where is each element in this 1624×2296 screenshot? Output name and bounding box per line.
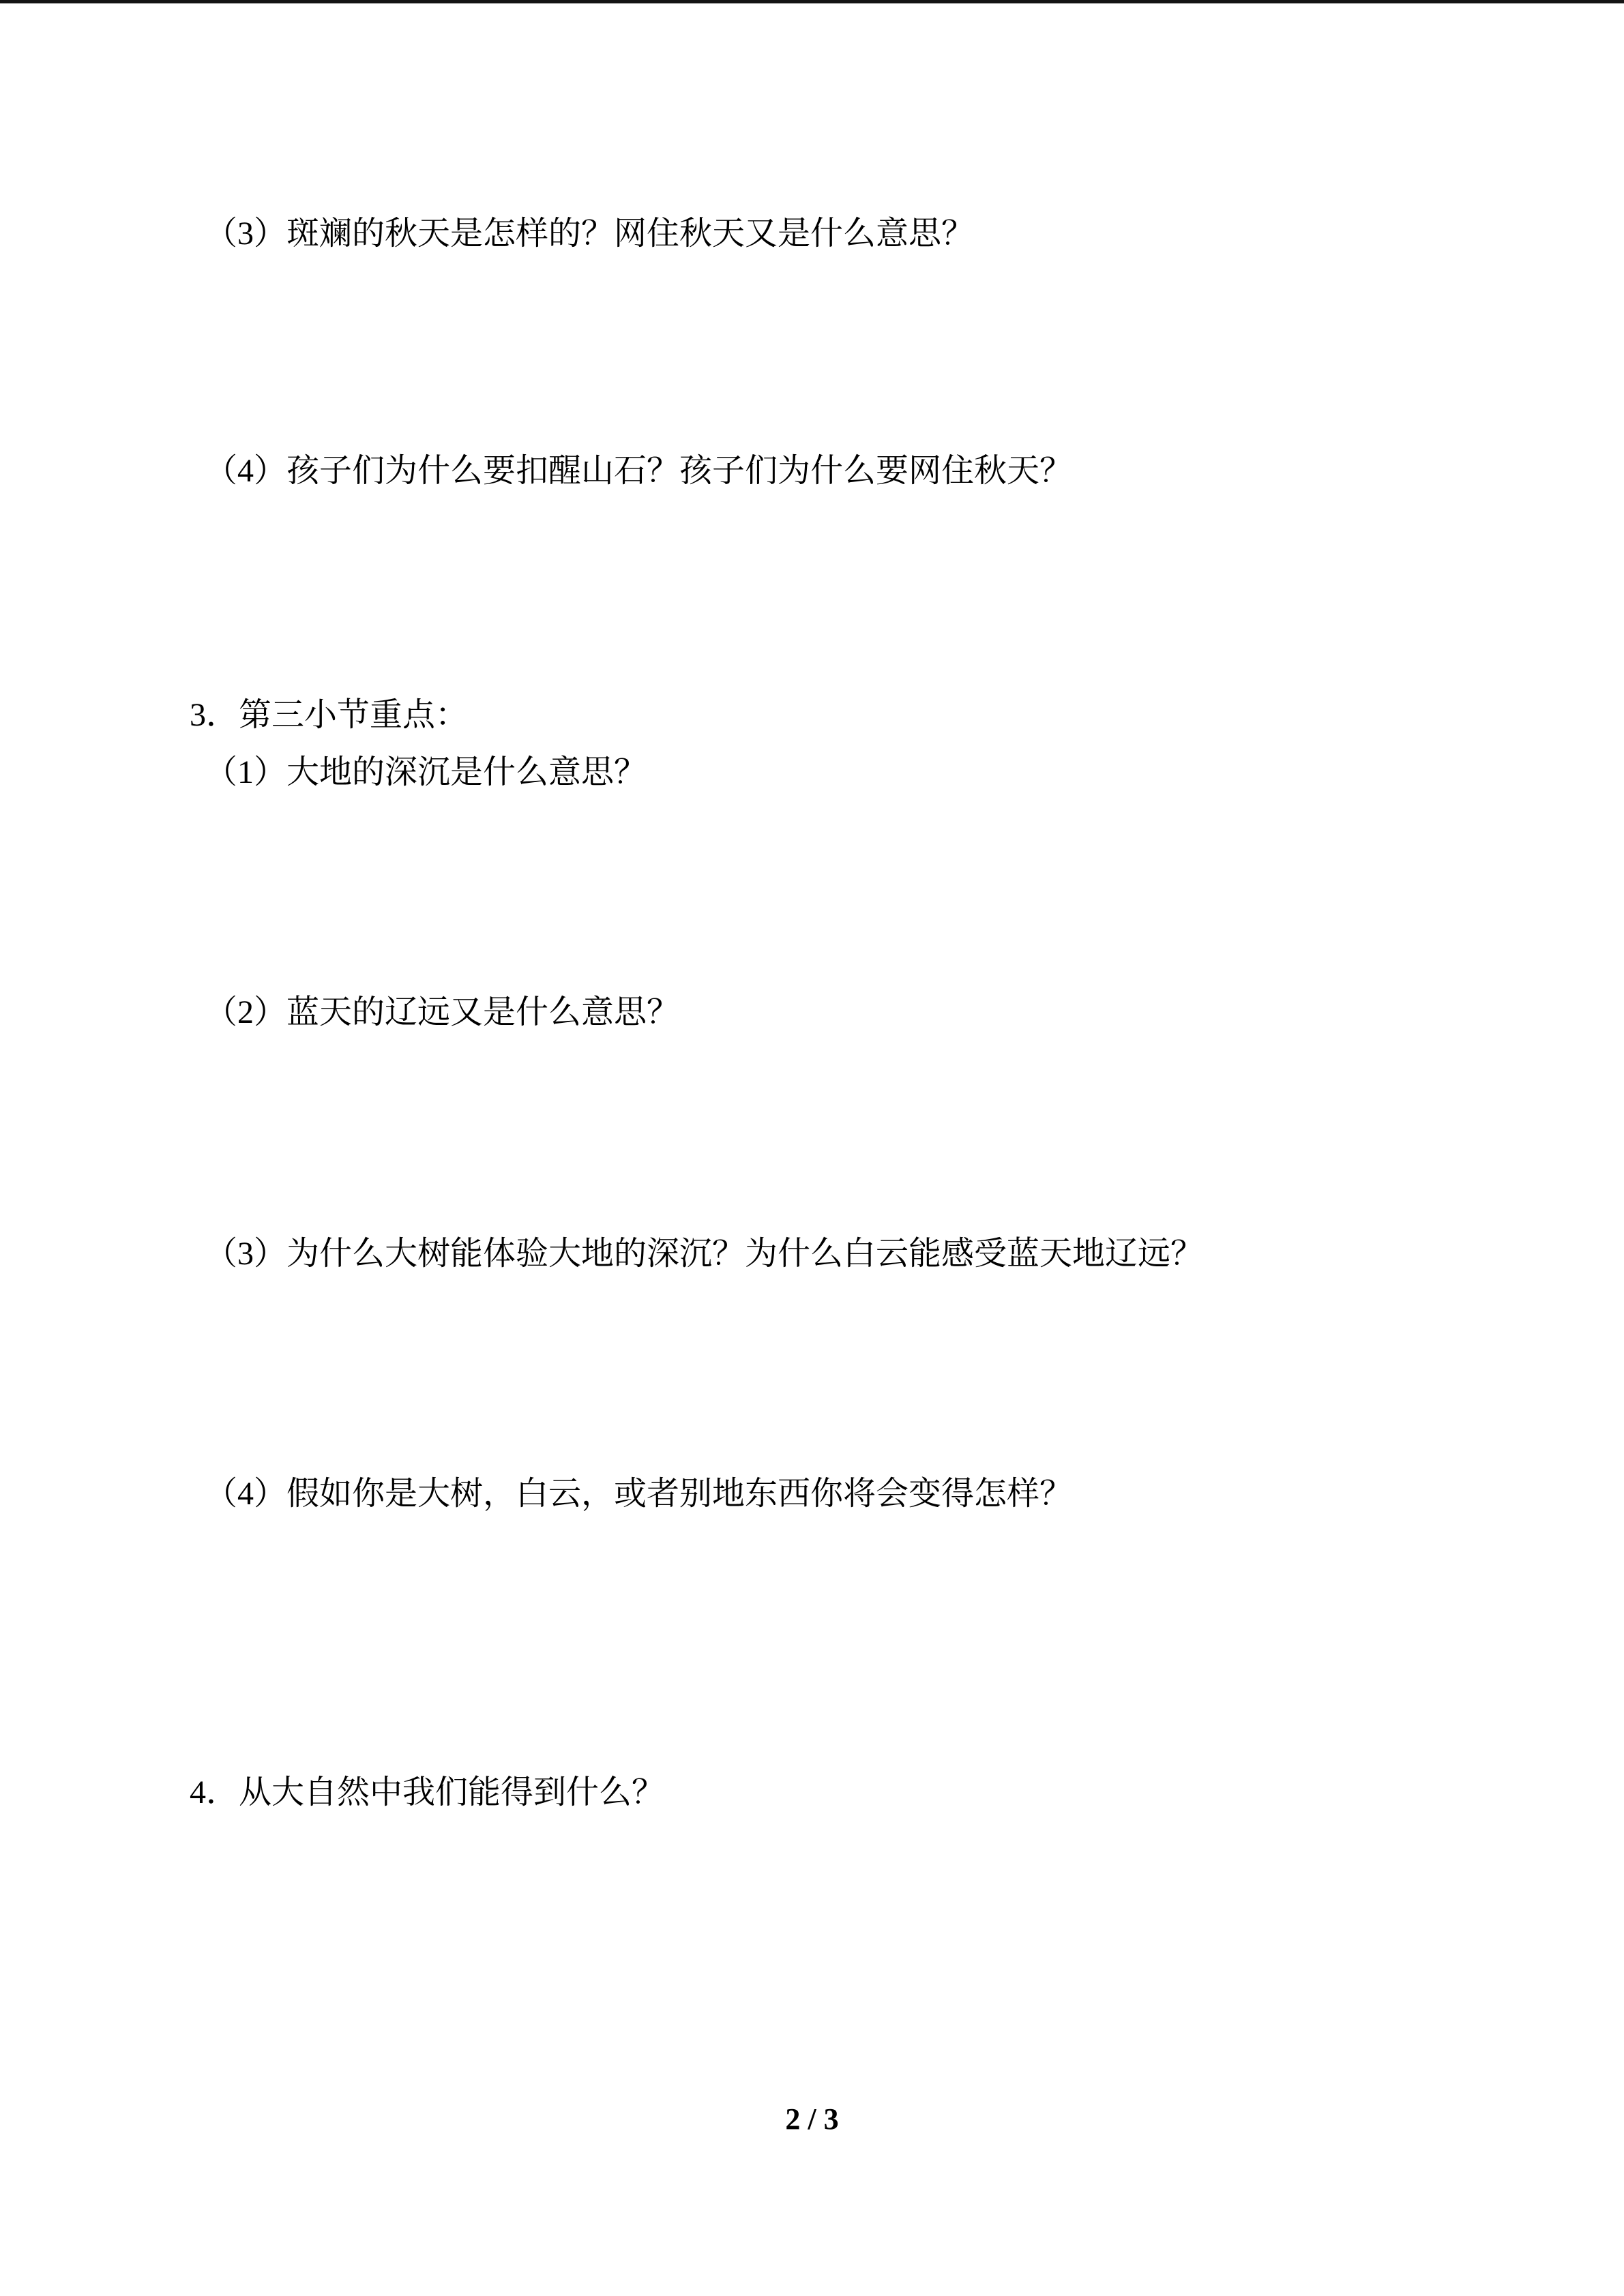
question-line-2-3: （3）斑斓的秋天是怎样的？网住秋天又是什么意思？ xyxy=(205,215,975,252)
question-line-3-4: （4）假如你是大树，白云，或者别地东西你将会变得怎样？ xyxy=(205,1476,1073,1512)
page-top-border xyxy=(0,0,1624,3)
page-number: 2 / 3 xyxy=(785,2102,839,2136)
question-line-3-1: （1）大地的深沉是什么意思？ xyxy=(205,754,647,790)
section-heading-3: 3．第三小节重点： xyxy=(190,697,469,733)
question-line-2-4: （4）孩子们为什么要扣醒山石？孩子们为什么要网住秋天？ xyxy=(205,453,1073,489)
section-heading-4: 4．从大自然中我们能得到什么？ xyxy=(190,1774,665,1810)
question-line-3-2: （2）蓝天的辽远又是什么意思？ xyxy=(205,994,680,1030)
question-line-3-3: （3）为什么大树能体验大地的深沉？为什么白云能感受蓝天地辽远？ xyxy=(205,1236,1204,1272)
